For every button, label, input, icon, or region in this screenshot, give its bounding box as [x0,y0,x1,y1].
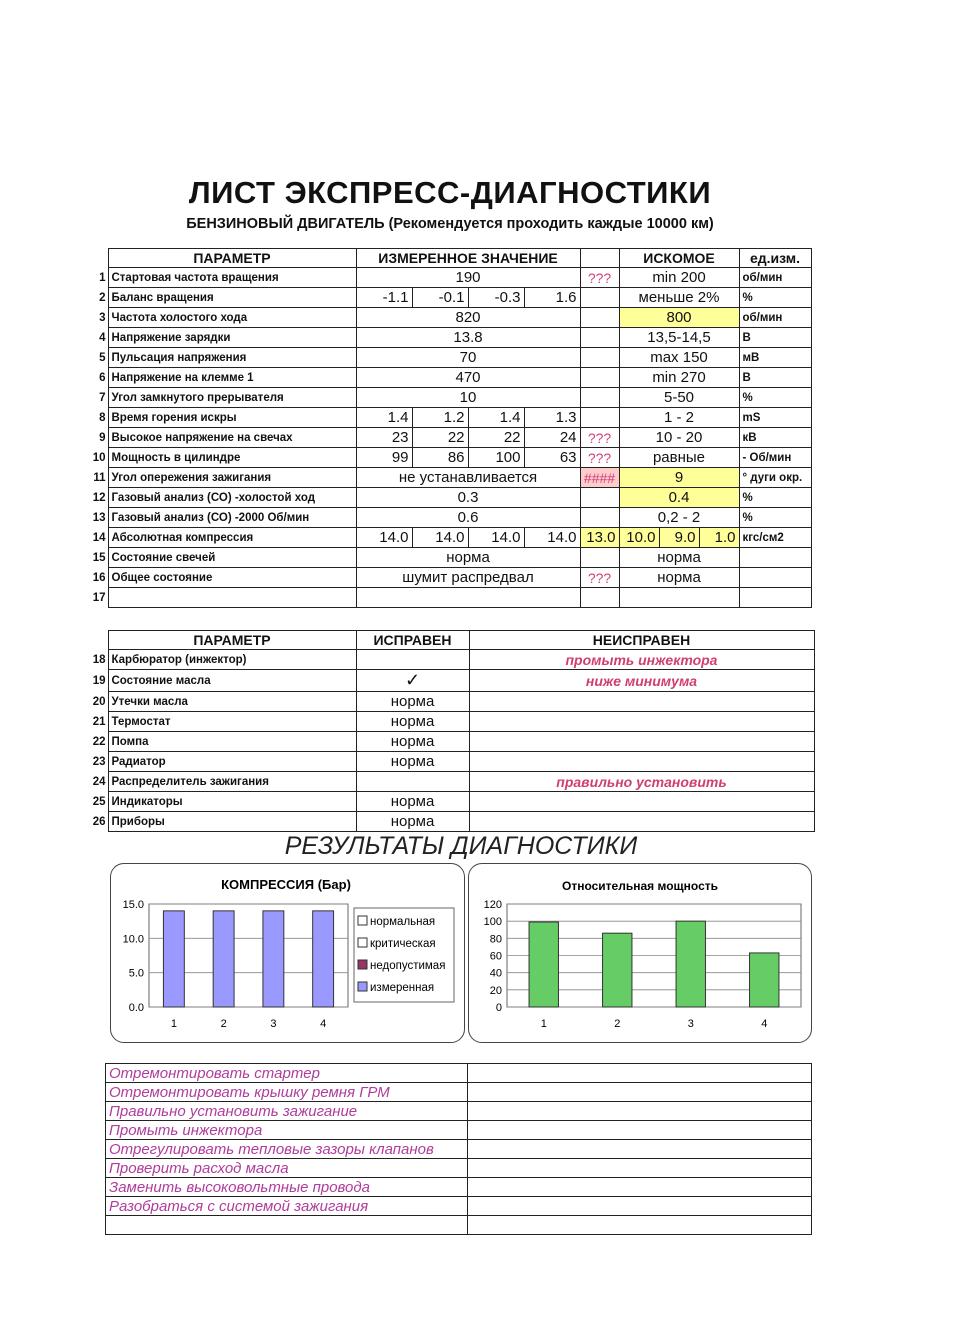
component-row [88,792,814,812]
row-number: 6 [99,371,106,384]
component-row [88,772,814,792]
recommendation-blank [468,1064,812,1083]
target-value: меньше 2% [619,288,739,308]
measured-value: 0.3 [356,488,580,508]
recommendation-row [106,1178,812,1197]
component-fault: ниже минимума [469,670,814,692]
page-subtitle: БЕНЗИНОВЫЙ ДВИГАТЕЛЬ (Рекомендуется проходить каждые 10000 км) [186,216,714,232]
diagnostics-row [88,548,811,568]
y-tick-label: 0 [495,1002,502,1014]
bar [676,921,705,1007]
measured-value: 1.2 [412,408,468,428]
recommendation-text: Промыть инжектора [106,1121,468,1140]
status-flag: ??? [580,568,619,588]
diagnostics-row [88,588,811,608]
header-unit: ед.изм. [739,249,811,268]
bar [163,911,184,1007]
recommendation-row [106,1140,812,1159]
unit: об/мин [739,268,811,288]
compression-chart [110,863,465,1043]
x-tick-label: 1 [540,1018,547,1030]
legend-swatch [358,982,367,991]
status-flag [580,328,619,348]
diagnostics-row [88,388,811,408]
target-value: норма [619,568,739,588]
target-value: max 150 [619,348,739,368]
param-name: Высокое напряжение на свечах [108,428,356,448]
component-row [88,670,814,692]
diagnostics-row [88,528,811,548]
param-name: Время горения искры [108,408,356,428]
component-fault [469,732,814,752]
row-number: 13 [92,511,106,524]
row-number: 23 [92,755,106,768]
components-table-body [88,631,814,832]
measured-value: -0.1 [412,288,468,308]
measured-value: 1.3 [524,408,580,428]
recommendation-text [106,1216,468,1235]
diagnostics-row [88,448,811,468]
y-tick-label: 0.0 [128,1002,144,1014]
y-tick-label: 80 [489,933,502,946]
measured-value: 24 [524,428,580,448]
recommendation-blank [468,1140,812,1159]
component-row [88,712,814,732]
param-name: Напряжение на клемме 1 [108,368,356,388]
row-number: 8 [99,411,106,424]
check-icon: ✓ [356,670,469,692]
status-flag [580,488,619,508]
measured-value: 14.0 [412,528,468,548]
recommendation-row [106,1197,812,1216]
component-name: Карбюратор (инжектор) [108,650,356,670]
target-value: норма [619,548,739,568]
recommendation-blank [468,1178,812,1197]
component-ok [356,650,469,670]
row-number: 19 [92,674,106,687]
recommendation-text: Правильно установить зажигание [106,1102,468,1121]
bar [213,911,234,1007]
measured-value: 22 [468,428,524,448]
row-number: 7 [99,391,106,404]
bar [603,933,632,1007]
param-name: Общее состояние [108,568,356,588]
measured-value: 63 [524,448,580,468]
component-name: Индикаторы [108,792,356,812]
y-tick-label: 100 [483,916,502,929]
unit: % [739,288,811,308]
target-value: 5-50 [619,388,739,408]
diagnostics-row [88,308,811,328]
component-ok: норма [356,692,469,712]
component-fault: правильно установить [469,772,814,792]
unit: % [739,488,811,508]
row-number: 10 [92,451,106,464]
legend-label: измеренная [370,982,435,994]
diagnostics-row [88,488,811,508]
recommendation-blank [468,1083,812,1102]
target-value: 0,2 - 2 [619,508,739,528]
status-flag [580,348,619,368]
page-title: ЛИСТ ЭКСПРЕСС-ДИАГНОСТИКИ [188,175,712,210]
status-flag: ??? [580,428,619,448]
unit: % [739,508,811,528]
unit: ° дуги окр. [739,468,811,488]
param-name: Абсолютная компрессия [108,528,356,548]
y-tick-label: 10.0 [122,933,144,946]
param-name: Состояние свечей [108,548,356,568]
target-value: 13.0 [580,528,619,548]
diagnostics-row [88,568,811,588]
recommendation-row [106,1159,812,1178]
row-number: 1 [99,271,106,284]
x-tick-label: 2 [614,1018,621,1030]
component-ok [356,772,469,792]
measured-value: -1.1 [356,288,412,308]
target-value: равные [619,448,739,468]
unit [739,548,811,568]
bar [529,922,558,1007]
measured-value: 14.0 [356,528,412,548]
row-number: 26 [92,815,106,828]
legend-label: критическая [370,938,436,950]
row-number: 14 [92,531,106,544]
param-name: Баланс вращения [108,288,356,308]
unit: кгс/см2 [739,528,811,548]
row-number: 25 [92,795,106,808]
measured-value: 190 [356,268,580,288]
measured-value: 1.4 [356,408,412,428]
component-fault [469,792,814,812]
component-ok: норма [356,812,469,832]
measured-value: норма [356,548,580,568]
row-number: 4 [99,331,106,344]
measured-value: 1.4 [468,408,524,428]
diagnostics-row [88,348,811,368]
diagnostics-table [88,248,812,608]
x-tick-label: 4 [320,1018,327,1030]
diagnostics-header-row [88,249,811,268]
header-ok: ИСПРАВЕН [356,631,469,650]
target-value: 800 [619,308,739,328]
row-number: 12 [92,491,106,504]
param-name: Угол замкнутого прерывателя [108,388,356,408]
x-tick-label: 4 [761,1018,768,1030]
recommendation-blank [468,1197,812,1216]
row-number: 9 [99,431,106,444]
measured-value: 99 [356,448,412,468]
row-number: 21 [92,715,106,728]
component-name: Утечки масла [108,692,356,712]
x-tick-label: 2 [220,1018,227,1030]
recommendation-row [106,1121,812,1140]
row-number: 11 [93,471,106,484]
component-ok: норма [356,712,469,732]
component-name: Распределитель зажигания [108,772,356,792]
component-fault [469,712,814,732]
y-tick-label: 20 [489,984,502,997]
status-flag: ??? [580,268,619,288]
component-name: Радиатор [108,752,356,772]
status-flag [580,508,619,528]
bar [750,953,779,1007]
unit: В [739,328,811,348]
compression-chart-svg [111,864,464,1042]
status-flag [580,588,619,608]
row-number: 22 [92,735,106,748]
measured-value: 14.0 [524,528,580,548]
measured-value [356,588,580,608]
unit [739,568,811,588]
status-flag [580,548,619,568]
measured-value: 10 [356,388,580,408]
target-value: 1.0 [699,528,739,548]
recommendations-table [105,1063,812,1235]
y-tick-label: 5.0 [128,967,144,980]
measured-value: шумит распредвал [356,568,580,588]
y-tick-label: 15.0 [122,899,144,911]
legend-label: нормальная [370,916,436,928]
y-tick-label: 120 [483,899,502,911]
diagnostics-row [88,468,811,488]
target-value: 9.0 [659,528,699,548]
recommendation-row [106,1083,812,1102]
recommendation-text: Отремонтировать крышку ремня ГРМ [106,1083,468,1102]
row-number: 3 [99,311,106,324]
measured-value: 820 [356,308,580,328]
unit: % [739,388,811,408]
chart-title: Относительная мощность [561,879,719,893]
row-number: 16 [92,571,106,584]
diagnostics-table-body [88,249,811,608]
unit: В [739,368,811,388]
recommendation-text: Разобраться с системой зажигания [106,1197,468,1216]
components-header-row [88,631,814,650]
component-name: Термостат [108,712,356,732]
recommendation-blank [468,1102,812,1121]
param-name: Угол опережения зажигания [108,468,356,488]
component-row [88,812,814,832]
status-flag: #### [580,468,619,488]
recommendation-text: Заменить высоковольтные провода [106,1178,468,1197]
measured-value: 470 [356,368,580,388]
status-flag [580,368,619,388]
recommendation-text: Отремонтировать стартер [106,1064,468,1083]
recommendation-blank [468,1159,812,1178]
header-target: ИСКОМОЕ [619,249,739,268]
target-value: 9 [619,468,739,488]
recommendation-blank [468,1121,812,1140]
row-number: 17 [92,591,106,604]
component-ok: норма [356,732,469,752]
diagnostics-row [88,508,811,528]
header-measured: ИЗМЕРЕННОЕ ЗНАЧЕНИЕ [356,249,580,268]
unit: mS [739,408,811,428]
header-param2: ПАРАМЕТР [108,631,356,650]
measured-value: 0.6 [356,508,580,528]
component-row [88,752,814,772]
param-name: Частота холостого хода [108,308,356,328]
recommendation-blank [468,1216,812,1235]
results-title: РЕЗУЛЬТАТЫ ДИАГНОСТИКИ [284,832,638,860]
x-tick-label: 1 [170,1018,177,1030]
legend-label: недопустимая [370,960,446,972]
measured-value: не устанавливается [356,468,580,488]
legend-swatch [358,938,367,947]
measured-value: 22 [412,428,468,448]
measured-value: 86 [412,448,468,468]
component-name: Приборы [108,812,356,832]
recommendation-text: Проверить расход масла [106,1159,468,1178]
diagnostics-row [88,368,811,388]
header-bad: НЕИСПРАВЕН [469,631,814,650]
legend-swatch [358,960,367,969]
param-name [108,588,356,608]
component-name: Состояние масла [108,670,356,692]
x-tick-label: 3 [687,1018,694,1030]
target-value: 1 - 2 [619,408,739,428]
measured-value: 70 [356,348,580,368]
unit: - Об/мин [739,448,811,468]
recommendations-body [106,1064,812,1235]
measured-value: 1.6 [524,288,580,308]
row-number: 20 [92,695,106,708]
status-flag: ??? [580,448,619,468]
recommendation-row [106,1064,812,1083]
bar [263,911,284,1007]
bar [313,911,334,1007]
target-value: 10.0 [619,528,659,548]
param-name: Мощность в цилиндре [108,448,356,468]
diagnostics-row [88,328,811,348]
recommendation-row [106,1102,812,1121]
measured-value: 13.8 [356,328,580,348]
row-number: 2 [99,291,106,304]
unit: об/мин [739,308,811,328]
status-flag [580,288,619,308]
recommendation-row [106,1216,812,1235]
param-name: Стартовая частота вращения [108,268,356,288]
param-name: Напряжение зарядки [108,328,356,348]
power-chart [468,863,812,1043]
recommendation-text: Отрегулировать тепловые зазоры клапанов [106,1140,468,1159]
component-name: Помпа [108,732,356,752]
measured-value: -0.3 [468,288,524,308]
row-number: 15 [92,551,106,564]
unit: кВ [739,428,811,448]
component-fault [469,692,814,712]
param-name: Газовый анализ (СО) -холостой ход [108,488,356,508]
x-tick-label: 3 [270,1018,277,1030]
unit [739,588,811,608]
component-fault [469,752,814,772]
y-tick-label: 60 [489,950,502,963]
component-fault: промыть инжектора [469,650,814,670]
target-value: min 270 [619,368,739,388]
measured-value: 23 [356,428,412,448]
component-row [88,732,814,752]
target-value: 0.4 [619,488,739,508]
diagnostics-row [88,428,811,448]
component-row [88,692,814,712]
target-value [619,588,739,608]
diagnostics-row [88,268,811,288]
component-ok: норма [356,792,469,812]
target-value: 10 - 20 [619,428,739,448]
diagnostics-row [88,408,811,428]
measured-value: 14.0 [468,528,524,548]
row-number: 24 [92,775,106,788]
power-chart-svg [469,864,811,1042]
param-name: Пульсация напряжения [108,348,356,368]
measured-value: 100 [468,448,524,468]
status-flag [580,388,619,408]
legend-swatch [358,916,367,925]
status-flag [580,308,619,328]
target-value: 13,5-14,5 [619,328,739,348]
chart-title: КОМПРЕССИЯ (Бар) [221,877,351,892]
row-number: 18 [92,653,106,666]
diagnostics-row [88,288,811,308]
target-value: min 200 [619,268,739,288]
components-table [88,630,815,832]
unit: мВ [739,348,811,368]
y-tick-label: 40 [489,967,502,980]
param-name: Газовый анализ (СО) -2000 Об/мин [108,508,356,528]
row-number: 5 [99,351,106,364]
component-ok: норма [356,752,469,772]
component-fault [469,812,814,832]
header-param: ПАРАМЕТР [108,249,356,268]
component-row [88,650,814,670]
status-flag [580,408,619,428]
